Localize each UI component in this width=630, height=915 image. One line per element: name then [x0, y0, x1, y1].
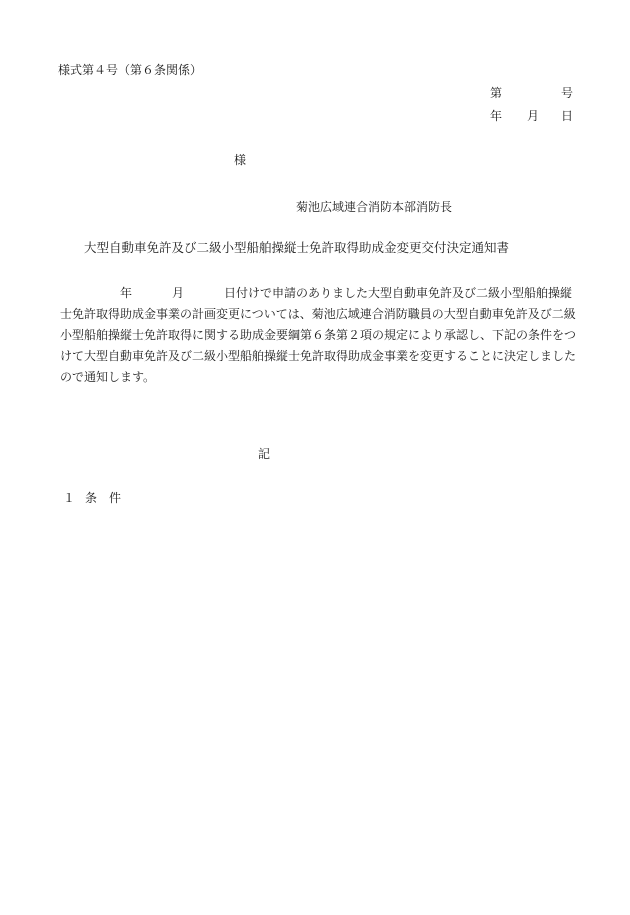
body-year-label: 年 [120, 286, 133, 300]
condition-number: １ [63, 491, 76, 505]
ki-heading: 記 [258, 447, 271, 461]
date-year-label: 年 [490, 109, 503, 123]
addressee-honorific: 様 [234, 153, 247, 167]
document-title: 大型自動車免許及び二級小型船舶操縦士免許取得助成金変更交付決定通知書 [84, 240, 510, 255]
condition-label: 条件 [85, 491, 134, 505]
sender-name: 菊池広域連合消防本部消防長 [296, 200, 453, 214]
document-number-suffix: 号 [561, 86, 574, 100]
date-day-label: 日 [561, 109, 574, 123]
form-label: 様式第４号（第６条関係） [58, 63, 203, 77]
document-number-prefix: 第 [490, 86, 503, 100]
body-month-label: 月 [172, 286, 185, 300]
body-text: 日付けで申請のありました大型自動車免許及び二級小型船舶操縦士免許取得助成金事業の計画変更については、菊池広域連合消防職員の大型自動車免許及び二級小型船舶操縦士免許取得に関する助成金要綱第６条第２項の規定により承認し、下記の条件をつけて大型自動車免許及び二級小型船舶操縦士免許取得助成金事業を変更することに決定しましたので通知します。 [60, 286, 577, 384]
date-month-label: 月 [527, 109, 540, 123]
body-paragraph [60, 283, 576, 388]
